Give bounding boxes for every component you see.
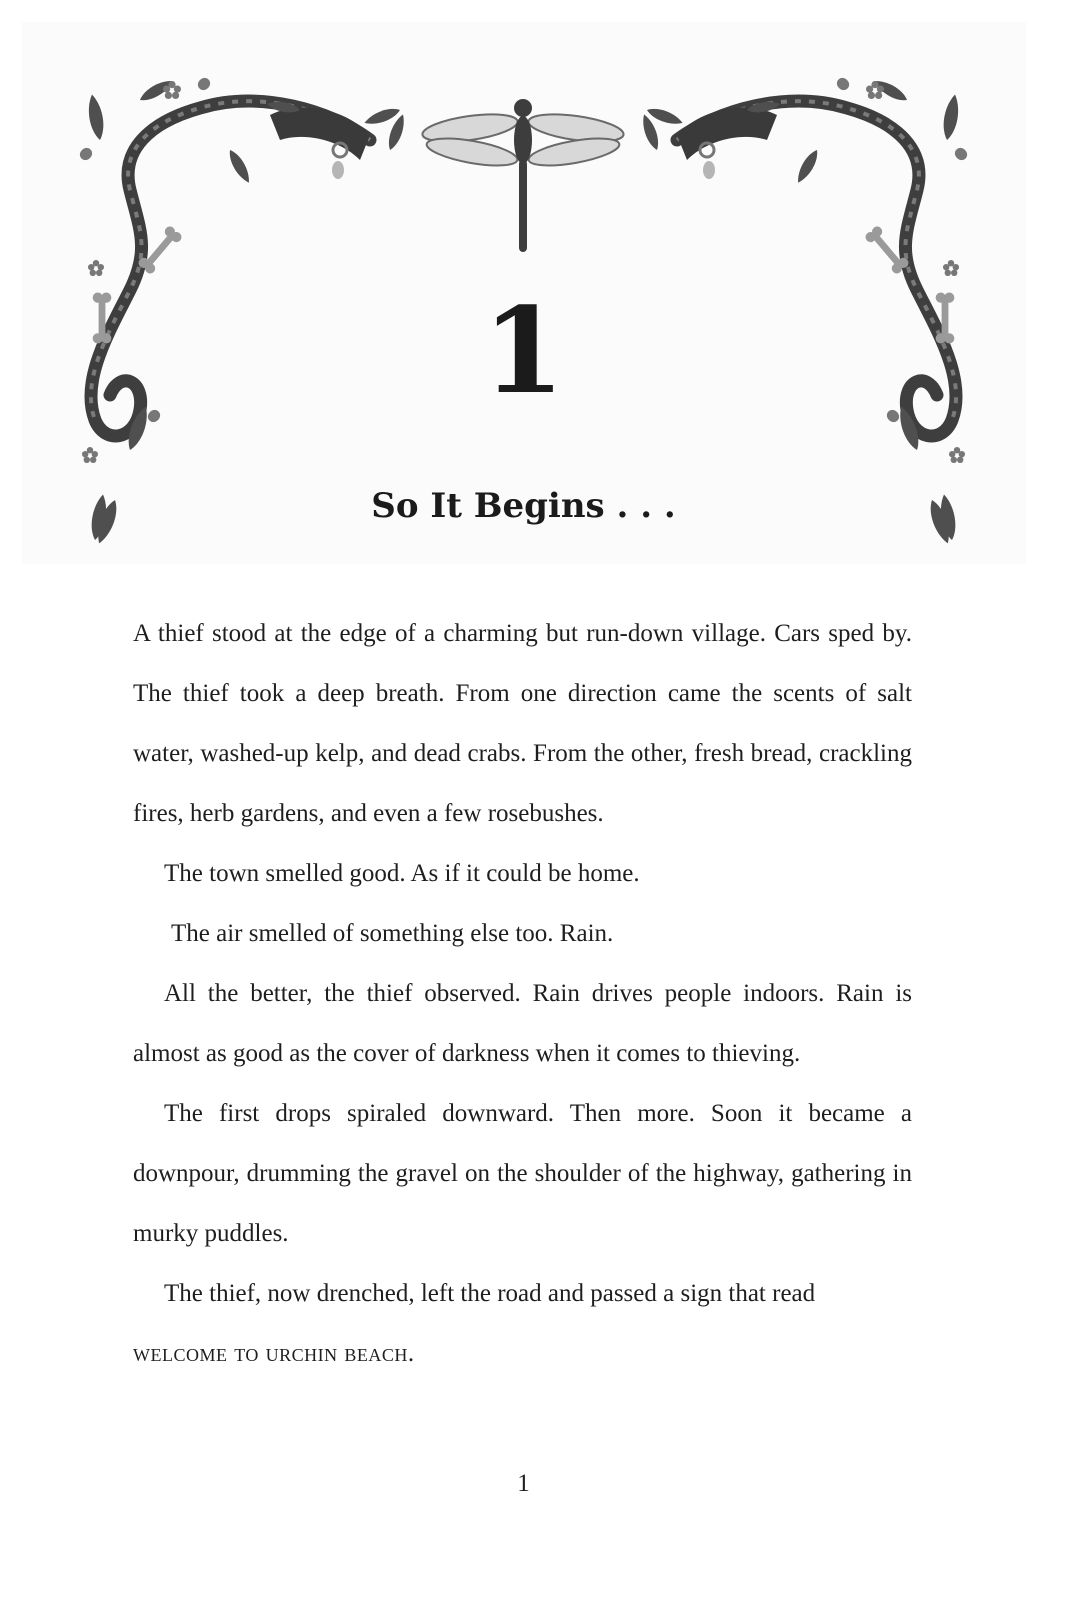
dragonfly-illustration [421, 99, 625, 252]
paragraph: The first drops spiraled downward. Then more. Soon it became a downpour, drumming the gravel on the shoulder of the highway, gathering in murky puddles. [133, 1100, 912, 1247]
sign-text: welcome to urchin beach. [133, 1340, 415, 1367]
paragraph: The town smelled good. As if it could be home. [164, 860, 640, 887]
chapter-number: 1 [482, 281, 565, 420]
paragraph: The air smelled of something else too. Rain. [171, 920, 614, 947]
paragraph: All the better, the thief observed. Rain drives people indoors. Rain is almost as good as the cover of darkness when it comes to thieving. [133, 980, 912, 1067]
chapter-title: So It Begins . . . [371, 486, 676, 526]
chapter-body [133, 604, 912, 1384]
page-number: 1 [517, 1470, 530, 1497]
paragraph: A thief stood at the edge of a charming but run-down village. Cars sped by. The thief took a deep breath. From one direction came the scents of salt water, washed-up kelp, and dead crabs. From the other, fresh bread, crackling fires, herb gardens, and even a few rosebushes. [133, 620, 912, 827]
paragraph: The thief, now drenched, left the road and passed a sign that read [164, 1280, 816, 1307]
